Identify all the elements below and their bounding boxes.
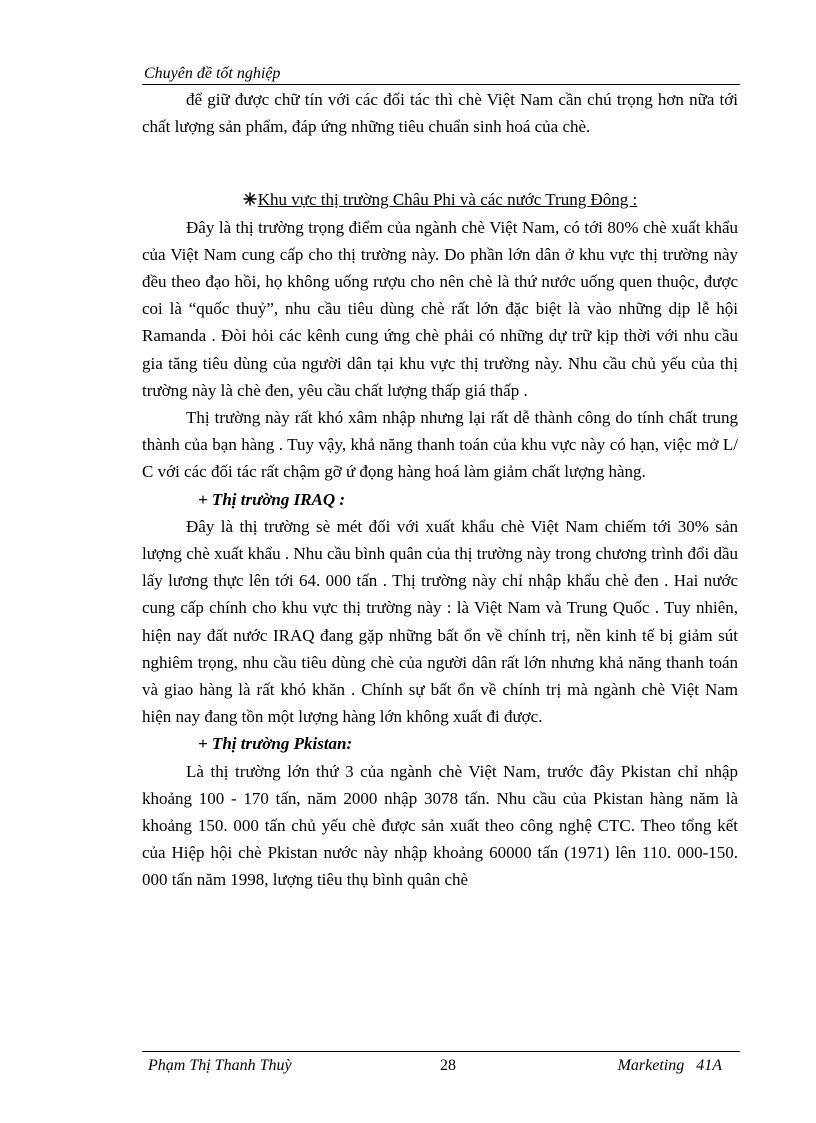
body-text [142,86,738,894]
page-footer [142,1051,740,1078]
header-title: Chuyên đề tốt nghiệp [144,65,281,82]
paragraph-africa-overview: Đây là thị trường trọng điểm của ngành chè Việt Nam, có tới 80% chè xuất khẩu của Việt Nam cung cấp cho thị trường này. Do phần lớn dân ở khu vực thị trường này đều theo đạo hồi, họ không uống rượu cho nên chè là thứ nước uống quen thuộc, được coi là “quốc thuỷ”, nhu cầu tiêu dùng chè rất lớn đặc biệt là vào những dịp lễ hội Ramanda . Đòi hỏi các kênh cung ứng chè phải có những dự trữ kịp thời với nhu cầu gia tăng tiêu dùng của người dân tại khu vực thị trường này. Nhu cầu chủ yếu của thị trường này là chè đen, yêu cầu chất lượng thấp giá thấp . [142,217,738,400]
footer-author: Phạm Thị Thanh Thuỳ [148,1057,292,1074]
paragraph-intro: để giữ được chữ tín với các đối tác thì chè Việt Nam cần chú trọng hơn nữa tới chất lượng sản phẩm, đáp ứng những tiêu chuẩn sinh hoá của chè. [142,90,738,137]
section-heading-text: Khu vực thị trường Châu Phi và các nước Trung Đông : [257,190,638,210]
blank-line [142,140,738,186]
footer-course: Marketing 41A [617,1057,722,1074]
star-burst-icon [243,192,257,206]
sub-heading-pakistan: + Thị trường Pkistan: [198,734,353,754]
paragraph-pakistan: Là thị trường lớn thứ 3 của ngành chè Việt Nam, trước đây Pkistan chỉ nhập khoảng 100 - 170 tấn, năm 2000 nhập 3078 tấn. Nhu cầu của Pkistan hàng năm là khoảng 150. 000 tấn chủ yếu chè được sản xuất theo công nghệ CTC. Theo tổng kết của Hiệp hội chè Pkistan nước này nhập khoảng 60000 tấn (1971) lên 110. 000-150. 000 tấn năm 1998, lượng tiêu thụ bình quân chè [142,761,738,890]
sub-heading-iraq: + Thị trường IRAQ : [198,489,346,509]
section-heading-africa-middle-east [142,186,738,213]
page-header [142,64,740,85]
paragraph-iraq: Đây là thị trường sè mét đối với xuất khẩu chè Việt Nam chiếm tới 30% sản lượng chè xuất khẩu . Nhu cầu bình quân của thị trường này trong chương trình đổi dầu lấy lương thực lên tới 64. 000 tấn . Thị trường này chỉ nhập khẩu chè đen . Hai nước cung cấp chính cho khu vực thị trường này : là Việt Nam và Trung Quốc . Tuy nhiên, hiện nay đất nước IRAQ đang gặp những bất ổn về chính trị, nền kinh tế bị giảm sút nghiêm trọng, nhu cầu tiêu dùng chè của người dân rất lớn nhưng khả năng thanh toán và giao hàng là rất khó khăn . Chính sự bất ổn về chính trị mà ngành chè Việt Nam hiện nay đang tồn một lượng hàng lớn không xuất đi được. [142,516,738,727]
paragraph-africa-payment: Thị trường này rất khó xâm nhập nhưng lại rất dễ thành công do tính chất trung thành của bạn hàng . Tuy vậy, khả năng thanh toán của khu vực này có hạn, việc mở L/ C với các đối tác rất chậm gỡ ứ đọng hàng hoá làm giảm chất lượng hàng. [142,408,738,482]
footer-page-number: 28 [440,1057,456,1074]
